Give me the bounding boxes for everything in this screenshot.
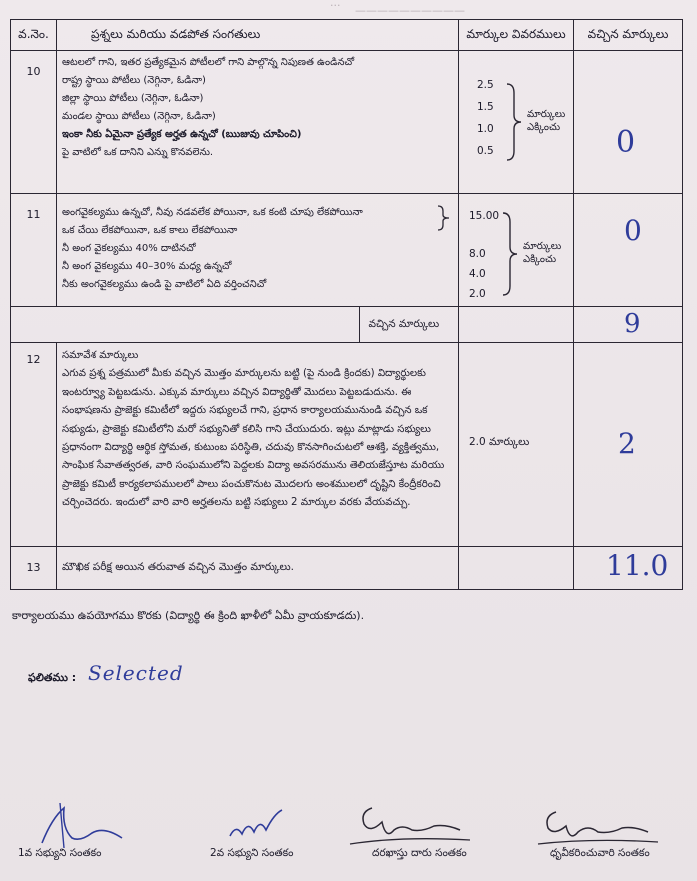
signature-label-4: ధృవీకరించువారి సంతకం [550,847,650,859]
mark-value: 8.0 [469,248,486,260]
mark-value: 2.0 మార్కులు [469,436,530,448]
marks-obtained-11 [574,194,683,307]
brace-label: మార్కులు ఎక్కించు [527,109,566,133]
question-11 [57,194,459,307]
question-line: రాష్ట్ర స్థాయి పోటీలు (నెగ్గినా, ఓడినా) [62,75,206,86]
question-line: ఆటలలో గాని, ఇతర ప్రత్యేకమైన పోటీలలో గాని పాల్గొన్న నిపుణత ఉండినచో [62,57,355,68]
question-title: సమావేశ మార్కులు [62,350,139,361]
header-sno: వ.నెం. [11,20,57,51]
subtotal-cell [57,307,459,343]
signature-3-mark [342,800,482,850]
row-number: 12 [11,343,57,547]
question-line: ఒక చేయి లేకపోయినా, ఒక కాలు లేకపోయినా [62,225,238,236]
header-marks-obtained: వచ్చిన మార్కులు [574,20,683,51]
mark-value: 2.0 [469,288,486,300]
row-number: 10 [11,51,57,194]
total-cell [574,547,683,590]
question-line: నీ అంగ వైకల్యము 40–30% మధ్య ఉన్నచో [62,261,232,272]
handwritten-total: 11.0 [606,549,669,582]
handwritten-mark: 0 [624,214,642,247]
handwritten-mark: 0 [616,125,636,160]
total-label: మౌఖిక పరీక్ష అయిన తరువాత వచ్చిన మొత్తం మార్కులు. [57,547,459,590]
table-header-row [11,20,683,51]
mark-value: 0.5 [477,145,494,157]
marks-obtained-12 [574,343,683,547]
table-row [11,343,683,547]
subtotal-label: వచ్చిన మార్కులు [368,318,440,330]
mark-value: 2.5 [477,79,494,91]
signature-label-3: దరఖాస్తు దారు సంతకం [372,847,467,859]
row-number: 11 [11,194,57,307]
signature-2-mark [226,806,286,846]
question-line: నీకు అంగవైకల్యము ఉండి పై వాటిలో ఏది వర్తించనిచో [62,279,267,290]
result-label: ఫలితము : [28,671,77,684]
marks-details-12 [459,343,574,547]
subtotal-row [11,307,683,343]
mark-value: 15.00 [469,210,500,222]
marks-obtained-10 [574,51,683,194]
table-row [11,547,683,590]
handwritten-mark: 9 [624,309,641,339]
question-line: జిల్లా స్థాయి పోటీలు (నెగ్గినా, ఓడినా) [62,93,204,104]
question-line: నీ అంగ వైకల్యము 40% దాటినచో [62,243,196,254]
bleed-through-text: ... [330,0,341,9]
brace-label: మార్కులు ఎక్కించు [523,241,562,265]
header-question: ప్రశ్నలు మరియు వడపోత సంగతులు [57,20,459,51]
header-marks-details: మార్కుల వివరములు [459,20,574,51]
mark-value: 1.0 [477,123,494,135]
row-number: 13 [11,547,57,590]
table-row [11,51,683,194]
mark-value: 1.5 [477,101,494,113]
marks-details-10 [459,51,574,194]
curly-brace-icon [437,205,451,231]
handwritten-mark: 2 [618,427,636,460]
evaluation-table [10,19,683,590]
question-10 [57,51,459,194]
marks-details-11 [459,194,574,307]
subtotal-value-cell [574,307,683,343]
signature-4-mark [532,802,672,852]
signature-label-2: 2వ సభ్యుని సంతకం [210,847,294,859]
question-line: ఇంకా నీకు ఏమైనా ప్రత్యేక అర్హత ఉన్నచో (ఋజువు చూపించి) [62,129,302,140]
question-line: అంగవైకల్యము ఉన్నచో, నీవు నడవలేక పోయినా, ఒక కంటి చూపు లేకపోయినా [62,207,363,218]
question-body: ఎగువ ప్రశ్న పత్రములో మీకు వచ్చిన మొత్తం మార్కులను బట్టి (పై నుండి క్రిందకు) విద్యార్థులకు ఇంటర్వ్యూ పెట్టబడును. ఎక్కువ మార్కులు వచ్చిన విద్యార్థితో మొదలు పెట్టబడుదును. ఈ సంభాషణను ప్రాజెక్టు కమిటీలో ఇద్దరు సభ్యులచే గాని, ప్రధాన కార్యాలయమునుండి వచ్చిన ఒక సభ్యుడు, ప్రాజెక్టు కమిటీలోని మరో సభ్యునితో కలిసి గాని చేయుదురు. ఇట్లు మాట్లాడు సభ్యులు ప్రధానంగా విద్యార్థి ఆర్థిక స్తోమత, కుటుంబ పరిస్థితి, చదువు కొనసాగించుటలో ఆశక్తి, వ్యక్తిత్వము, సాంఘిక సేవాతత్వరత, వారి సంఘములోని పెద్దలకు విద్యా అవసరమును తెలియజేస్తూట మరియు ప్రాజెక్టు కమిటీ కార్యకలాపములలో పాలు పంచుకొనుట మొదలగు అంశములలో దృష్టిని కేంద్రీకరించి చర్చించెదరు. ఇందులో వారి వారి అర్హతలను బట్టి సభ్యులు 2 మార్కుల వరకు వేయవచ్చు. [62,368,445,509]
curly-brace-icon [501,212,519,296]
question-line: మండల స్థాయి పోటీలు (నెగ్గినా, ఓడినా) [62,111,216,122]
office-use-note: కార్యాలయము ఉపయోగము కొరకు (విద్యార్థి ఈ క్రింది ఖాళీలో ఏమీ వ్రాయకూడదు). [12,609,365,622]
table-row [11,194,683,307]
question-line: పై వాటిలో ఒక దానిని ఎన్ను కొనవలెను. [62,147,214,158]
mark-value: 4.0 [469,268,486,280]
bleed-through-text: —————————— [355,4,465,17]
curly-brace-icon [505,83,523,161]
handwritten-result: Selected [88,661,184,685]
question-12 [57,343,459,547]
signature-label-1: 1వ సభ్యుని సంతకం [18,847,102,859]
